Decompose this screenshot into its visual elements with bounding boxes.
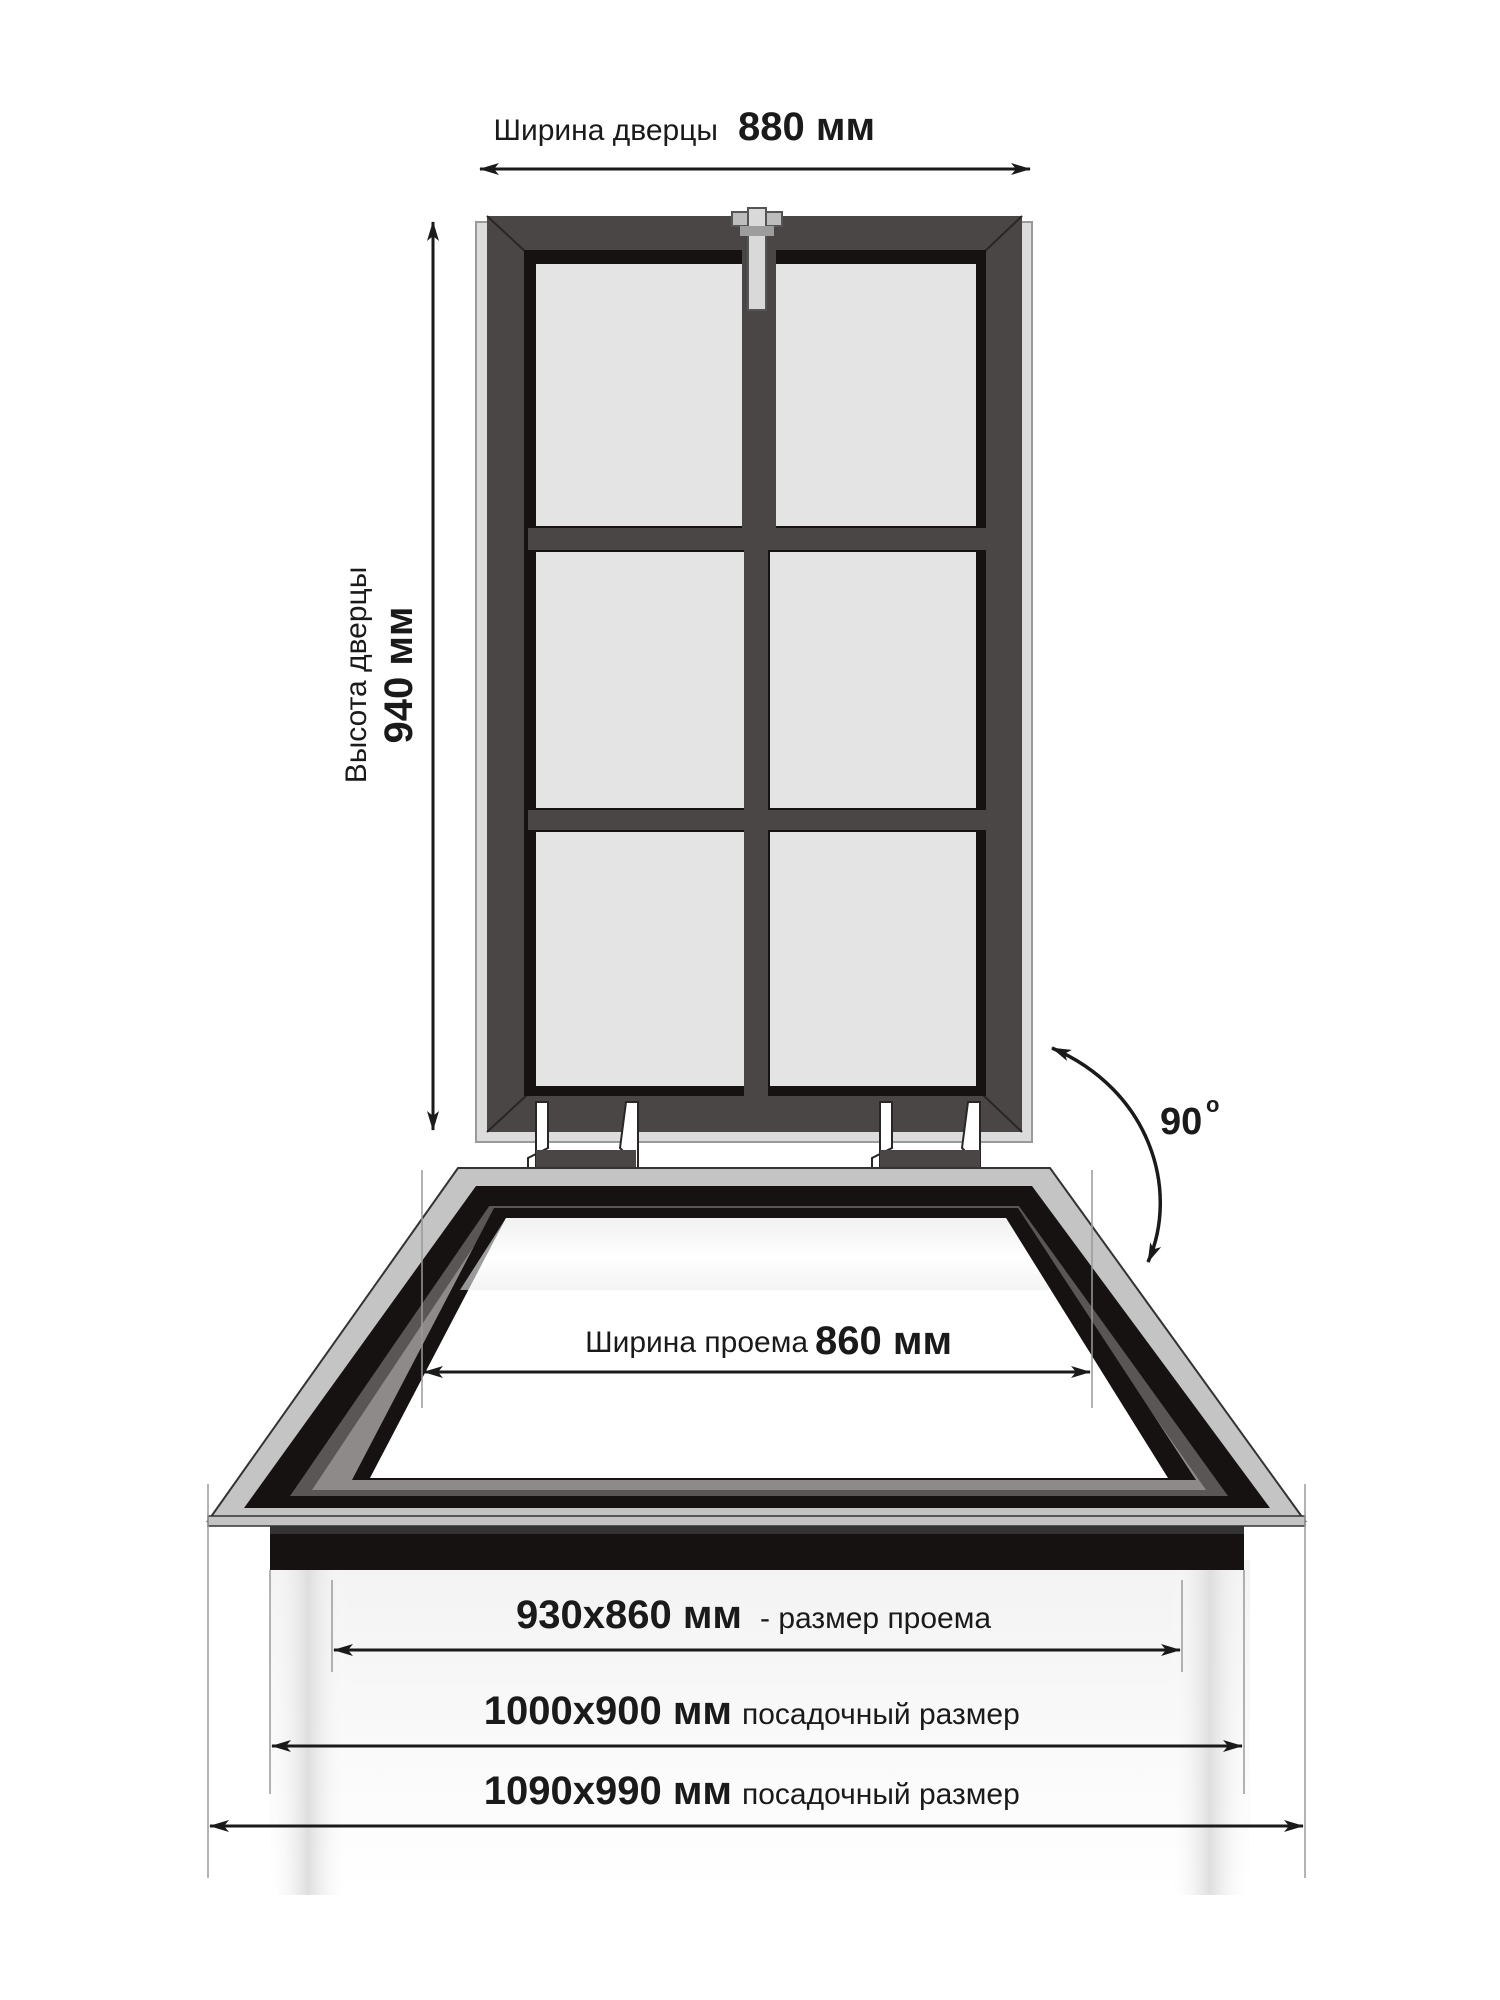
dimension-value-2: 1000x900 мм	[483, 1689, 732, 1733]
opening-width-label: Ширина проема	[585, 1326, 808, 1359]
door-height-label: Высота дверцы	[340, 566, 373, 784]
door-height-dimension	[340, 222, 433, 1130]
dimension-caption-2: посадочный размер	[742, 1698, 1020, 1731]
angle-degree-sign: o	[1206, 1092, 1220, 1117]
base-frame	[208, 1168, 1305, 1570]
angle-value: 90	[1160, 1101, 1203, 1143]
dimension-value-1: 930x860 мм	[515, 1593, 742, 1637]
door-width-dimension	[480, 105, 1030, 169]
door-leaf	[476, 208, 1032, 1142]
dimension-caption-3: посадочный размер	[742, 1778, 1020, 1811]
opening-width-value: 860 мм	[815, 1319, 953, 1363]
door-height-value: 940 мм	[377, 606, 421, 744]
dimension-value-3: 1090x990 мм	[483, 1769, 732, 1813]
dimension-caption-1: - размер проема	[760, 1602, 992, 1635]
svg-text:Ширина дверцы	[493, 114, 718, 147]
door-width-value: 880 мм	[738, 105, 876, 149]
door-width-label: Ширина дверцы	[493, 114, 718, 147]
